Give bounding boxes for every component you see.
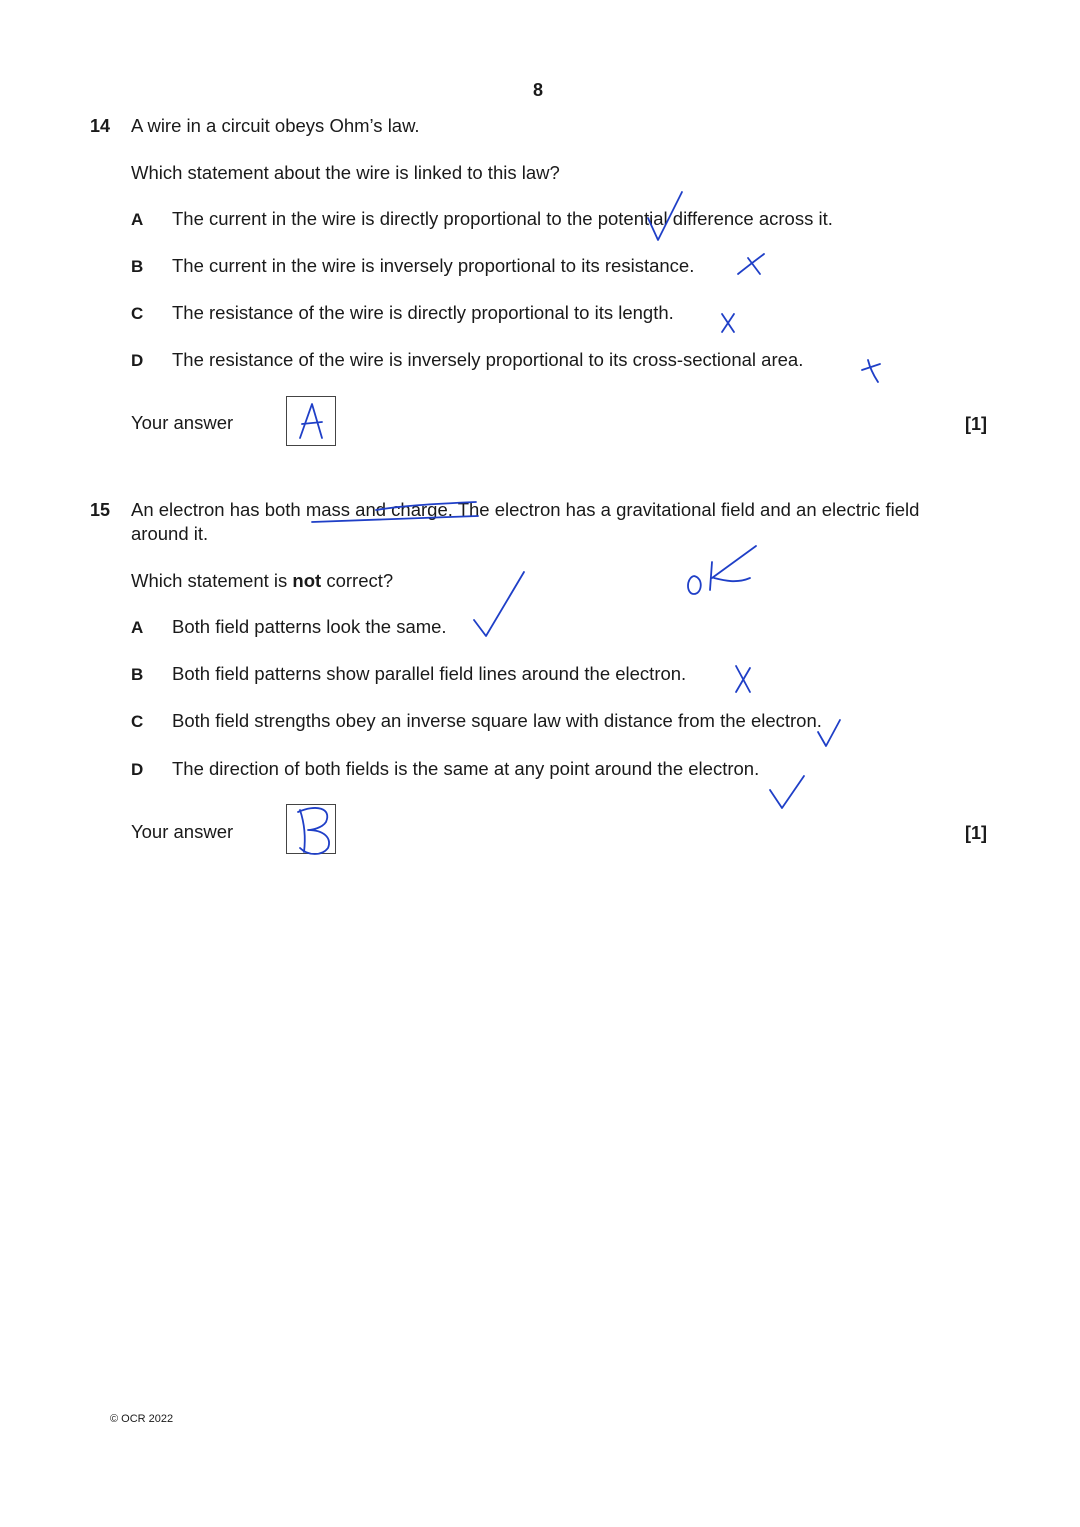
option-letter: D [131, 760, 144, 779]
cross-mark [736, 666, 750, 692]
option-text: The current in the wire is directly proportional to the potential difference across it. [172, 208, 833, 229]
answer-label: Your answer [131, 412, 234, 433]
option-text: The resistance of the wire is inversely proportional to its cross-sectional area. [172, 349, 804, 370]
marks: [1] [965, 414, 987, 434]
stem-line: An electron has both mass and charge. The electron has a gravitational field and an electric field [131, 499, 920, 520]
option-text: Both field patterns show parallel field lines around the electron. [172, 663, 687, 684]
answer-box[interactable] [286, 396, 336, 446]
answer-box[interactable] [286, 804, 336, 854]
option-text: Both field patterns look the same. [172, 616, 447, 637]
option-letter: C [131, 712, 144, 731]
prompt-text: Which statement is [131, 570, 293, 591]
tick-mark [474, 572, 524, 636]
question-number: 14 [90, 116, 111, 136]
option-text: Both field strengths obey an inverse square law with distance from the electron. [172, 710, 822, 731]
option-text: The direction of both fields is the same at any point around the electron. [172, 758, 760, 779]
prompt-emphasis: not [292, 570, 322, 591]
question-stem [131, 498, 919, 546]
question-stem: A wire in a circuit obeys Ohm’s law. [131, 115, 420, 136]
option-letter: A [131, 618, 144, 637]
cross-mark [722, 314, 734, 332]
option-letter: D [131, 351, 144, 370]
question-prompt [131, 569, 393, 593]
cross-mark [862, 360, 880, 382]
option-letter: B [131, 257, 144, 276]
option-letter: B [131, 665, 144, 684]
tick-mark [770, 776, 804, 808]
option-text: The resistance of the wire is directly proportional to its length. [172, 302, 674, 323]
option-letter: C [131, 304, 144, 323]
answer-label: Your answer [131, 821, 234, 842]
marks: [1] [965, 823, 987, 843]
stem-line: around it. [131, 523, 209, 544]
prompt-text: correct? [321, 570, 394, 591]
option-letter: A [131, 210, 144, 229]
option-text: The current in the wire is inversely proportional to its resistance. [172, 255, 695, 276]
question-prompt: Which statement about the wire is linked to this law? [131, 162, 560, 183]
page-number: 8 [533, 80, 544, 100]
question-number: 15 [90, 500, 111, 520]
cross-mark [738, 254, 764, 274]
copyright-footer: © OCR 2022 [110, 1413, 174, 1425]
handwritten-ok-note [688, 546, 756, 594]
